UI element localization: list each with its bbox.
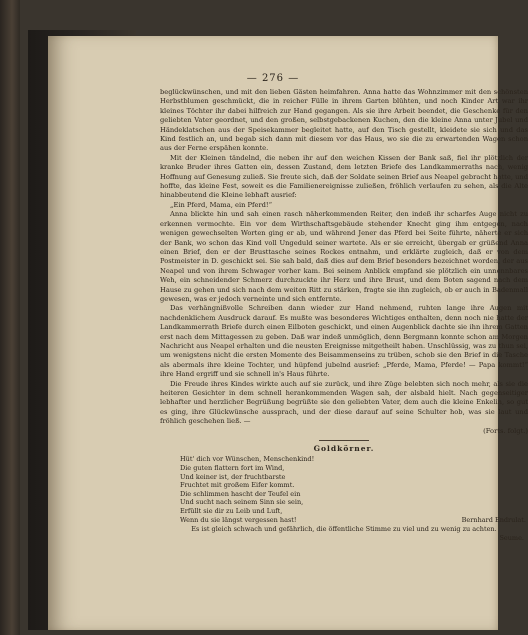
divider <box>319 440 369 441</box>
paragraph: Anna blickte hin und sah einen rasch näherkommenden Reiter, den indeß ihr scharfes Auge nicht zu erkennen vermochte. Ein vor dem Wirthschaftsgebäude stehender Knecht ging ihm entgegen, nach wenigen gewechselten Worten ging er ab, und während Jener das Pferd bei Seite führte, näherte er sich der Bank, wo schon das Kind voll Ungeduld seiner wartete. Als er sie erreicht, übergab er grüßend Anna einen Brief, den er der Brusttasche seines Rockes entnahm, und erklärte zugleich, daß er von dem Postmeister in D. geschickt sei. Sie sah bald, daß dies auf dem Brief besonders bezeichnet worden, der aus Neapel und von ihrem Schwager vorher kam. Bei seinem Anblick empfand sie plötzlich ein unnennbares Weh, ein schneidender Schmerz durchzuckte ihr Herz und ihre Brust, und dem Boten sagend nach dem Hause zu gehen und sich nach dem weiten Ritt zu stärken, fragte sie ihn zugleich, ob er auch in Badenmall gewesen, was er jedoch verneinte und sich entfernte. <box>160 210 528 303</box>
poem-line: Die schlimmen hascht der Teufel ein <box>180 489 301 498</box>
poem <box>160 455 528 524</box>
poem-line: Fruchtet mit großem Eifer kommt. <box>180 481 295 490</box>
paragraph: Mit der Kleinen tändelnd, die neben ihr auf den weichen Kissen der Bank saß, fiel ihr plötzlich der kranke Bruder ihres Gatten ein, dessen Zustand, dem letzten Briefe des Landkammerraths nach, wenig Hoffnung auf Genesung zuließ. Sie freute sich, daß der Soldate seinen Brief aus Neapel gebracht hatte, und hoffte, das kleine Fest, soweit es die Familienereignisse zuließen, fröhlich verlaufen zu sehen, als die Alte hinabbeutend die Kleine lebhaft ausrief: <box>160 153 528 200</box>
poem-last-line-row <box>180 516 528 525</box>
poem-author: Bernhard Endrulat. <box>461 515 526 524</box>
poem-line: Hüt' dich vor Wünschen, Menschenkind! <box>180 455 315 464</box>
paragraph: Das verhängnißvolle Schreiben dann wieder zur Hand nehmend, ruhten lange ihre Augen mit nachdenklichem Ausdruck darauf. Es mußte was besonderes Wichtiges enthalten, denn noch nie hatte der Landkammerrath Briefe durch einen Eilboten geschickt, und einen Augenblick dachte sie ihn ihrem Gatten erst nach dem Mittagessen zu geben. Daß war indeß unmöglich, denn Bergmann konnte schon am Morgen Nachricht aus Neapel erhalten und die neusten Ereignisse mitgetheilt haben. Unschlüssig, was zu thun sei, um wenigstens nicht die ersten Momente des Beisammenseins zu trüben, schob sie den Brief in die Tasche als abermals ihre kleine Tochter, und hüpfend jubelnd ausrief: „Pferde, Mama, Pferde! — Papa kommt!“ ihre Hand ergriff und sie schnell in's Haus führte. <box>160 304 528 379</box>
poem-title: Goldkörner. <box>313 444 375 454</box>
book-spine <box>0 0 20 635</box>
poem-line: Erfüllt sie dir zu Leib und Luft, <box>180 507 283 515</box>
poem-line: Und sucht nach seinem Sinn sie sein, <box>180 498 304 507</box>
paragraph: „Ein Pferd, Mama, ein Pferd!“ <box>170 200 273 209</box>
continuation-note: (Forts. folgt.) <box>483 426 528 435</box>
poem-line: Wenn du sie längst vergessen hast! <box>180 515 297 524</box>
poem-line: Die guten flattern fort im Wind, <box>180 464 285 473</box>
page-text <box>160 88 528 544</box>
book-page <box>48 36 528 630</box>
page-number: — 276 — <box>246 73 300 84</box>
epigram-author: Seume. <box>499 534 524 543</box>
paragraph: beglückwünschen, und mit den lieben Gästen heimfahren. Anna hatte das Wohnzimmer mit den schönsten Herbstblumen geschmückt, die in reicher Fülle in ihrem Garten blühten, und noch Kinder Art war ihr kleines Töchter ihr dabei hilfreich zur Hand gegangen. Als sie ihre Arbeit beendet, die Geschenke für den geliebten Vater geordnet, und den großen, selbstgebackenen Kuchen, den die kleine Anna unter Jubel und Händeklatschen aus der Speisekammer begleitet hatte, auf den Tisch gestellt, kleidete sie sich und das Kind festlich an, und begab sich dann mit diesem vor das Haus, wo sie die zu erwartenden Wagen schon aus der Ferne erspähen konnte. <box>160 88 528 153</box>
poem-line: Und keiner ist, der fruchtbarste <box>180 472 286 481</box>
paragraph: Die Freude ihres Kindes wirkte auch auf sie zurück, und ihre Züge belebten sich noch mehr, als sie die heiteren Gesichter in dem schnell herankommenden Wagen sah, der alsbald hielt. Nach gegenseitiger lebhafter und herzlicher Begrüßung begrüßte sie den geliebten Vater, dem auch die kleine Enkelin, so gut es ging, ihre Glückwünsche aussprach, und der diese darauf auf seine Schulter hob, was sie laut und fröhlich geschehen ließ. — <box>160 379 528 426</box>
epigram: Es ist gleich schwach und gefährlich, die öffentliche Stimme zu viel und zu wenig zu achten. <box>191 525 497 534</box>
